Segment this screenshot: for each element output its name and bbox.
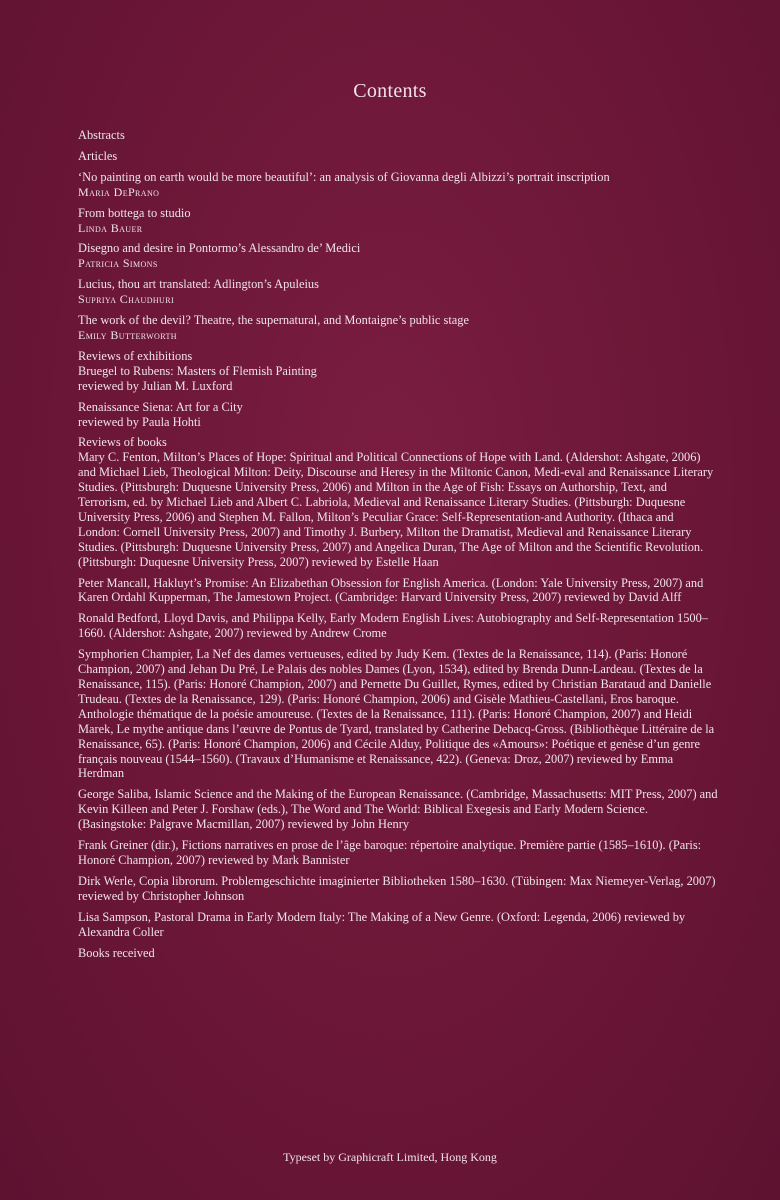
article-entry [78, 206, 718, 236]
book-review-text: Lisa Sampson, Pastoral Drama in Early Modern Italy: The Making of a New Genre. (Oxford: Legenda, 2006) reviewed by Alexandra Coller [78, 909, 686, 939]
exhibition-reviewer: reviewed by Paula Hohti [78, 414, 201, 429]
article-entry [78, 313, 718, 343]
article-title: From bottega to studio [78, 205, 191, 220]
exhibition-reviewer: reviewed by Julian M. Luxford [78, 378, 233, 393]
section-articles: Articles [78, 148, 118, 163]
article-title: Lucius, thou art translated: Adlington’s Apuleius [78, 277, 319, 292]
typesetter-credit: Typeset by Graphicraft Limited, Hong Kong [283, 1150, 497, 1164]
article-author: Emily Butterworth [78, 327, 177, 342]
contents-list [78, 128, 718, 966]
exhibition-title: Renaissance Siena: Art for a City [78, 399, 243, 414]
exhibition-title: Bruegel to Rubens: Masters of Flemish Painting [78, 363, 317, 378]
book-review-text: Dirk Werle, Copia librorum. Problemgeschichte imaginierter Bibliotheken 1580–1630. (Tübingen: Max Niemeyer-Verlag, 2007) reviewed by Christopher Johnson [78, 873, 716, 903]
books-heading: Reviews of books [78, 435, 167, 450]
book-review-text: Mary C. Fenton, Milton’s Places of Hope: Spiritual and Political Connections of Hope with Land. (Aldershot: Ashgate, 2006) and Michael Lieb, Theological Milton: Deity, Discourse and Heresy in the Miltonic Canon, Medi-eval and Renaissance Literary Studies. (Pittsburgh: Duquesne University Press, 2006) and Milton in the Age of Fish: Essays on Authorship, Text, and Terrorism, ed. by Michael Lieb and Albert C. Labriola, Medieval and Renaissance Literary Studies. (Pittsburgh: Duquesne University Press, 2006) and Stephen M. Fallon, Milton’s Peculiar Grace: Self-Representation-and Authority. (Ithaca and London: Cornell University Press, 2007) and Timothy J. Burbery, Milton the Dramatist, Medieval and Renaissance Literary Studies. (Pittsburgh: Duquesne University Press, 2007) and Angelica Duran, The Age of Milton and the Scientific Revolution. (Pittsburgh: Duquesne University Press, 2007) reviewed by Estelle Haan [78, 450, 714, 569]
section-books-received: Books received [78, 945, 155, 960]
exhibition-review [78, 349, 718, 394]
article-title: Disegno and desire in Pontormo’s Alessandro de’ Medici [78, 241, 361, 256]
book-review-text: Ronald Bedford, Lloyd Davis, and Philippa Kelly, Early Modern English Lives: Autobiography and Self-Representation 1500–1660. (Aldershot: Ashgate, 2007) reviewed by Andrew Crome [78, 611, 708, 641]
book-review [78, 435, 718, 569]
book-review-text: George Saliba, Islamic Science and the Making of the European Renaissance. (Cambridge, Massachusetts: MIT Press, 2007) and Kevin Killeen and Peter J. Forshaw (eds.), The Word and The World: Biblical Exegesis and Early Modern Science. (Basingstoke: Palgrave Macmillan, 2007) reviewed by John Henry [78, 787, 718, 832]
article-title: ‘No painting on earth would be more beautiful’: an analysis of Giovanna degli Albizzi’s portrait inscription [78, 169, 610, 184]
page-title: Contents [353, 80, 427, 102]
exhibitions-heading: Reviews of exhibitions [78, 348, 193, 363]
article-entry [78, 170, 718, 200]
article-author: Patricia Simons [78, 256, 158, 271]
article-entry [78, 241, 718, 271]
book-review-text: Frank Greiner (dir.), Fictions narratives en prose de l’âge baroque: répertoire analytique. Première partie (1585–1610). (Paris: Honoré Champion, 2007) reviewed by Mark Bannister [78, 838, 702, 867]
exhibition-review [78, 400, 718, 430]
article-author: Maria DePrano [78, 184, 160, 199]
book-review-text: Peter Mancall, Hakluyt’s Promise: An Elizabethan Obsession for English America. (London: Yale University Press, 2007) and Karen Ordahl Kupperman, The Jamestown Project. (Cambridge: Harvard University Press, 2007) reviewed by David Alff [78, 575, 704, 605]
book-review-text: Symphorien Champier, La Nef des dames vertueuses, edited by Judy Kem. (Textes de la Renaissance, 114). (Paris: Honoré Champion, 2007) and Jehan Du Pré, Le Palais des nobles Dames (Lyon, 1534), edited by Brenda Dunn-Lardeau. (Textes de la Renaissance, 115). (Paris: Honoré Champion, 2007) and Pernette Du Guillet, Rymes, edited by Christian Barataud and Danielle Trudeau. (Textes de la Renaissance, 129). (Paris: Honoré Champion, 2006) and Gisèle Mathieu-Castellani, Eros baroque. Anthologie thématique de la poésie amoureuse. (Textes de la Renaissance, 111). (Paris: Honoré Champion, 2007) and Heidi Marek, Le mythe antique dans l’œuvre de Pontus de Tyard, translated by Catherine Debacq-Gross. (Bibliothèque Littéraire de la Renaissance, 65). (Paris: Honoré Champion, 2006) and Cécile Alduy, Politique des «Amours»: Poétique et genèse d’un genre français nouveau (1544–1560). (Travaux d’Humanisme et Renaissance, 422). (Geneva: Droz, 2007) reviewed by Emma Herdman [78, 647, 715, 781]
article-entry [78, 277, 718, 307]
article-author: Linda Bauer [78, 220, 143, 235]
section-abstracts: Abstracts [78, 128, 125, 142]
article-title: The work of the devil? Theatre, the supernatural, and Montaigne’s public stage [78, 313, 469, 328]
article-author: Supriya Chaudhuri [78, 292, 175, 307]
